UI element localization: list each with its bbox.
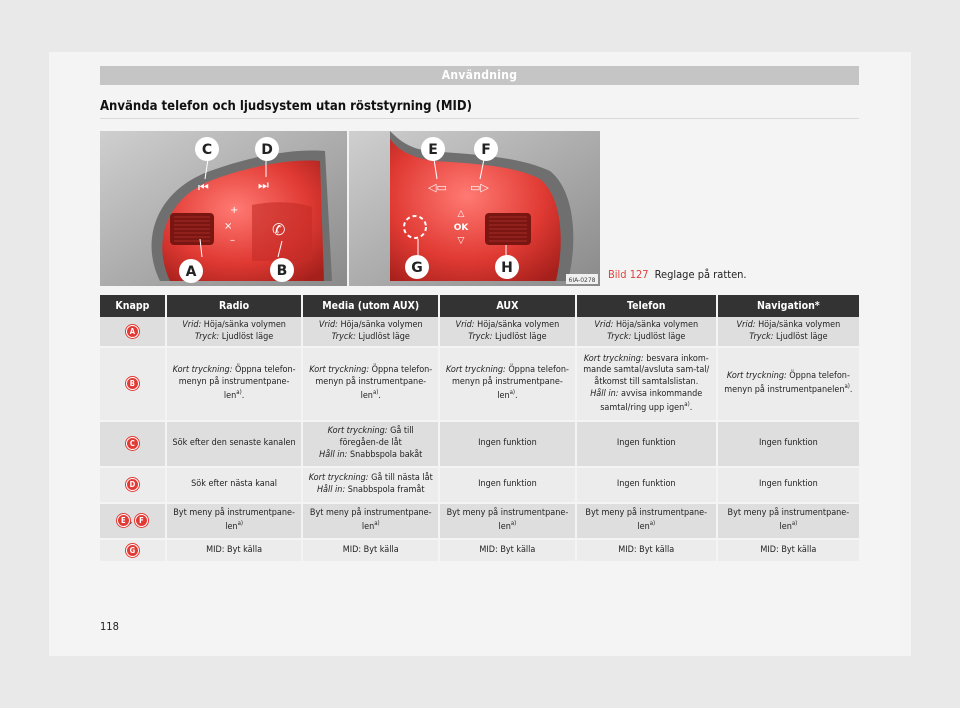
button-badge-e: E xyxy=(117,514,130,527)
cell-telefon-c: Ingen funktion xyxy=(576,421,717,467)
button-badge-d: D xyxy=(126,478,139,491)
cell-knapp-d xyxy=(100,467,166,503)
svg-text:G: G xyxy=(411,260,423,276)
table-row-a xyxy=(100,317,859,347)
cell-telefon-ef: Byt meny på instrumentpane-len$^{a)}$ xyxy=(576,503,717,539)
cell-telefon-a: Vrid: Höja/sänka volymen Tryck: Ljudlöst läge xyxy=(576,317,717,347)
figure-code: 6IA-0278 xyxy=(568,277,596,284)
table-row-b xyxy=(100,347,859,421)
title-divider xyxy=(100,118,859,119)
figure-caption xyxy=(608,268,747,281)
table-row-d xyxy=(100,467,859,503)
down-glyph: ▽ xyxy=(457,236,465,246)
table-row-g xyxy=(100,539,859,561)
cell-navigation-a: Vrid: Höja/sänka volymen Tryck: Ljudlöst läge xyxy=(717,317,859,347)
cell-radio-a: Vrid: Höja/sänka volymen Tryck: Ljudlöst läge xyxy=(166,317,303,347)
button-badge-g: G xyxy=(126,544,139,557)
ok-glyph: OK xyxy=(453,223,469,233)
cell-media-a: Vrid: Höja/sänka volymen Tryck: Ljudlöst läge xyxy=(302,317,439,347)
phone-glyph: ✆ xyxy=(272,220,286,239)
cell-navigation-g: MID: Byt källa xyxy=(717,539,859,561)
cell-radio-c: Sök efter den senaste kanalen xyxy=(166,421,303,467)
col-radio: Radio xyxy=(166,295,303,317)
controls-table xyxy=(100,295,859,561)
cell-knapp-g xyxy=(100,539,166,561)
cell-media-c: Kort tryckning: Gå till föregåen-de låt Håll in: Snabbspola bakåt xyxy=(302,421,439,467)
cell-media-g: MID: Byt källa xyxy=(302,539,439,561)
col-media: Media (utom AUX) xyxy=(302,295,439,317)
table-header-row xyxy=(100,295,859,317)
cell-aux-c: Ingen funktion xyxy=(439,421,576,467)
button-badge-f: F xyxy=(135,514,148,527)
svg-text:A: A xyxy=(185,264,197,280)
cell-navigation-c: Ingen funktion xyxy=(717,421,859,467)
col-navigation: Navigation* xyxy=(717,295,859,317)
cell-aux-g: MID: Byt källa xyxy=(439,539,576,561)
cell-telefon-g: MID: Byt källa xyxy=(576,539,717,561)
caption-number: Bild 127 xyxy=(608,268,649,281)
cell-navigation-ef: Byt meny på instrumentpane-len$^{a)}$ xyxy=(717,503,859,539)
svg-text:F: F xyxy=(481,142,491,158)
cell-radio-ef: Byt meny på instrumentpane-len$^{a)}$ xyxy=(166,503,303,539)
svg-text:E: E xyxy=(428,142,438,158)
col-telefon: Telefon xyxy=(576,295,717,317)
cell-media-ef: Byt meny på instrumentpane-len$^{a)}$ xyxy=(302,503,439,539)
cell-navigation-d: Ingen funktion xyxy=(717,467,859,503)
cell-radio-b: Kort tryckning: Öppna telefon-menyn på instrumentpane-len$^{a)}$. xyxy=(166,347,303,421)
col-aux: AUX xyxy=(439,295,576,317)
cell-knapp-ef: E , F xyxy=(100,503,166,539)
svg-text:H: H xyxy=(501,260,513,276)
svg-text:C: C xyxy=(201,142,213,158)
cell-telefon-d: Ingen funktion xyxy=(576,467,717,503)
prev-glyph: ⏮ xyxy=(198,180,209,194)
button-badge-c: C xyxy=(126,437,139,450)
button-badge-b: B xyxy=(126,377,139,390)
cell-aux-d: Ingen funktion xyxy=(439,467,576,503)
cell-navigation-b: Kort tryckning: Öppna telefon-menyn på instrumentpanelen$^{a)}$. xyxy=(717,347,859,421)
cell-aux-b: Kort tryckning: Öppna telefon-menyn på instrumentpane-len$^{a)}$. xyxy=(439,347,576,421)
mute-glyph: ⨯ xyxy=(224,221,233,232)
menu-prev-glyph: ◁▭ xyxy=(428,181,447,194)
page-title: Använda telefon och ljudsystem utan röststyrning (MID) xyxy=(100,99,472,114)
svg-text:D: D xyxy=(261,142,273,158)
cell-knapp-a xyxy=(100,317,166,347)
up-glyph: △ xyxy=(457,209,465,219)
next-glyph: ⏭ xyxy=(258,178,269,192)
menu-next-glyph: ▭▷ xyxy=(470,181,489,194)
cell-aux-a: Vrid: Höja/sänka volymen Tryck: Ljudlöst läge xyxy=(439,317,576,347)
figure-steering-controls xyxy=(100,131,600,286)
caption-text: Reglage på ratten. xyxy=(654,268,747,281)
cell-media-d: Kort tryckning: Gå till nästa låt Håll in: Snabbspola framåt xyxy=(302,467,439,503)
minus-glyph: – xyxy=(230,235,235,246)
steering-controls-illustration xyxy=(100,131,600,286)
button-badge-a: A xyxy=(126,325,139,338)
section-band: Användning xyxy=(100,66,859,85)
table-row-ef xyxy=(100,503,859,539)
cell-knapp-c xyxy=(100,421,166,467)
cell-aux-ef: Byt meny på instrumentpane-len$^{a)}$ xyxy=(439,503,576,539)
cell-media-b: Kort tryckning: Öppna telefon-menyn på instrumentpane-len$^{a)}$. xyxy=(302,347,439,421)
cell-radio-d: Sök efter nästa kanal xyxy=(166,467,303,503)
page-number: 118 xyxy=(100,620,119,633)
cell-radio-g: MID: Byt källa xyxy=(166,539,303,561)
col-knapp: Knapp xyxy=(100,295,166,317)
cell-telefon-b: Kort tryckning: besvara inkom-mande samtal/avsluta sam-tal/åtkomst till samtalslistan. Håll in: avvisa inkommande samtal/ring upp igen$^{a)}$. xyxy=(576,347,717,421)
plus-glyph: + xyxy=(230,205,239,216)
table-row-c xyxy=(100,421,859,467)
svg-text:B: B xyxy=(276,263,288,279)
cell-knapp-b xyxy=(100,347,166,421)
